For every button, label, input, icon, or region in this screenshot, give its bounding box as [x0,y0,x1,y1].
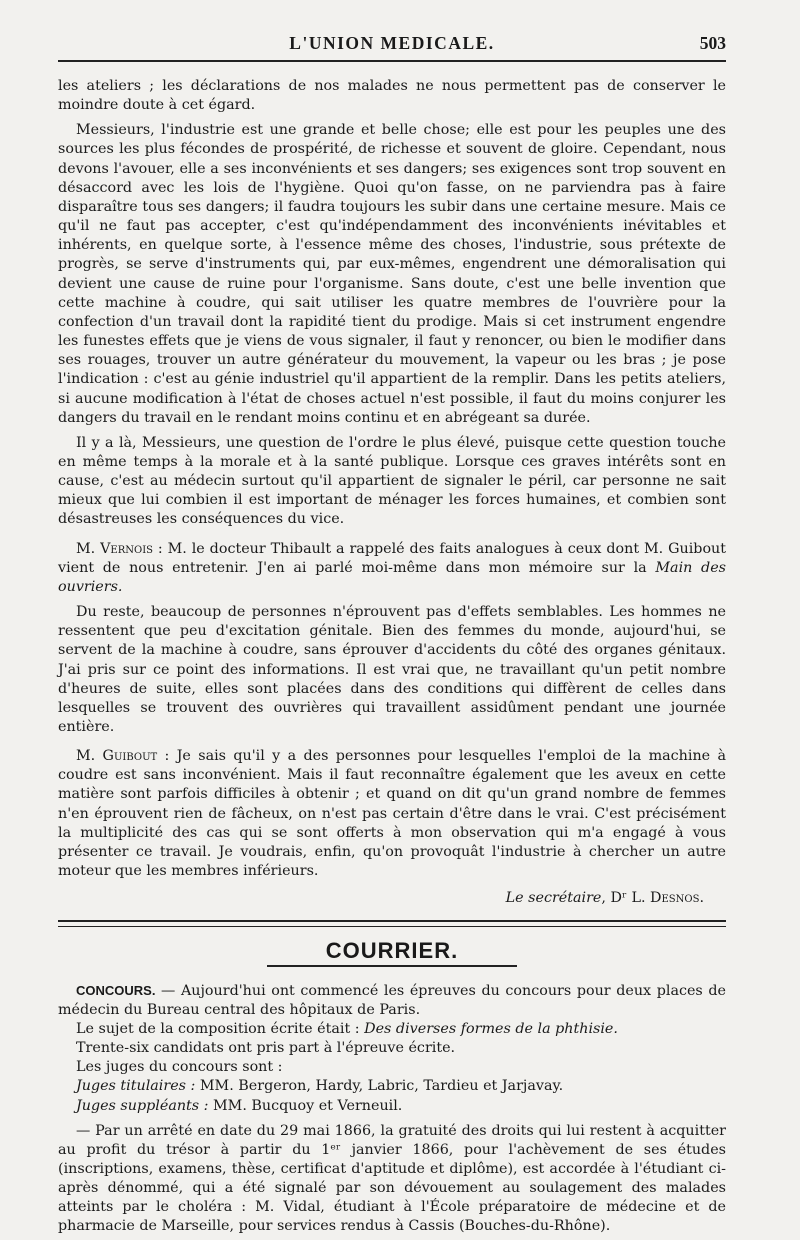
decree-paragraph: — Par un arrêté en date du 29 mai 1866, la gratuité des droits qui lui restent à acquitter au profit du trésor à partir du 1ᵉʳ janvier 1866, pour l'achèvement de ses études (inscriptions, examens, thèse, certificat d'aptitude et diplôme), est accordée à l'étudiant ci-après dénommé, qui a été signalé par son dévouement au soulagement des malades atteints par le choléra : M. Vidal, étudiant à l'École préparatoire de médecine et de pharmacie de Marseille, pour services rendus à Cassis (Bouches-du-Rhône). [58,1122,726,1235]
candidates-line: Trente-six candidats ont pris part à l'épreuve écrite. [76,1040,456,1057]
article-body [58,77,726,908]
vernois-italic: Main des ouvriers. [58,559,727,595]
speaker-guibout: M. Guibout : [76,748,170,765]
substitute-judges: Juges suppléants : MM. Bucquoy et Verneuil. [76,1097,403,1114]
signature: Le secrétaire, Dʳ L. Desnos. [505,890,704,907]
paragraph-guibout [58,747,726,881]
titular-judges: Juges titulaires : MM. Bergeron, Hardy, Labric, Tardieu et Jarjavay. [76,1078,564,1095]
signature-name: Dʳ L. Desnos. [610,890,704,907]
journal-title: L'UNION MEDICALE. [289,33,495,53]
judges-intro: Les juges du concours sont : [76,1059,283,1076]
concours-label: CONCOURS. [76,982,156,998]
heading-rule [267,965,517,967]
speaker-vernois: M. Vernois : [76,540,163,557]
subject-line: Le sujet de la composition écrite était : Des diverses formes de la phthisie. [76,1020,618,1037]
signature-role: Le secrétaire [505,890,602,907]
courrier-section [58,981,726,1237]
page-header [58,30,726,62]
guibout-text: Je sais qu'il y a des personnes pour lesquelles l'emploi de la machine à coudre est sans inconvénient. Mais il faut reconnaître également que les aveux en cette matière sont parfois difficiles à obtenir ; et quand on dit qu'un grand nombre de femmes n'en éprouvent rien de fâcheux, on n'est pas certain d'être dans le vrai. C'est précisément la multiplicité des cas qui se sont offerts à mon observation qui m'a engagé à vous présenter ce travail. Je voudrais, enfin, qu'on provoquât l'industrie à chercher un autre moteur que les membres inférieurs. [58,748,726,880]
section-divider [58,920,726,927]
paragraph-1: les ateliers ; les déclarations de nos malades ne nous permettent pas de conserver le moindre doute à cet égard. [58,78,726,114]
paragraph-3: Il y a là, Messieurs, une question de l'ordre le plus élevé, puisque cette question touche en même temps à la morale et à la santé publique. Lorsque ces graves intérêts sont en cause, c'est au médecin surtout qu'il appartient de signaler le péril, car personne ne sait mieux que lui combien il est important de ménager les forces humaines, et combien sont désastreuses les conséquences du vice. [58,434,726,528]
paragraph-vernois [58,540,726,597]
section-heading: COURRIER. [325,938,459,964]
paragraph-5: Du reste, beaucoup de personnes n'éprouvent pas d'effets semblables. Les hommes ne ressentent que peu d'excitation génitale. Bien des femmes du monde, aujourd'hui, se servent de la machine à coudre, sans éprouver d'accidents du côté des organes génitaux. J'ai pris sur ce point des informations. Il est vrai que, ne travaillant qu'un petit nombre d'heures de suite, elles sont placées dans des conditions qui diffèrent de celles dans lesquelles se trouvent des ouvrières qui travaillent assidûment pendant une journée entière. [58,604,726,735]
paragraph-2: Messieurs, l'industrie est une grande et belle chose; elle est pour les peuples une des sources les plus fécondes de prospérité, de richesse et souvent de gloire. Cependant, nous devons l'avouer, elle a ses inconvénients et ses dangers; ses exigences sont trop souvent en désaccord avec les lois de l'hygiène. Quoi qu'on fasse, on ne parviendra pas à faire disparaître tous ses dangers; il faudra toujours les subir dans une certaine mesure. Mais ce qu'il ne faut pas accepter, c'est qu'indépendamment des inconvénients inévitables et inhérents, en quelque sorte, à l'essence même des choses, l'industrie, sous prétexte de progrès, se serve d'instruments qui, par eux-mêmes, engendrent une démoralisation qui devient une cause de ruine pour l'organisme. Sans doute, c'est une belle invention que cette machine à coudre, qui sait utiliser les quatre membres de l'ouvrière pour la confection d'un travail dont la rapidité tient du prodige. Mais si cet instrument engendre les funestes effets que je viens de vous signaler, il faut y renoncer, ou bien le modifier dans ses rouages, trouver un autre générateur du mouvement, la vapeur ou les bras ; je pose l'indication : c'est au génie industriel qu'il appartient de la remplir. Dans les petits ateliers, si aucune modification à l'état de choses actuel n'est possible, il faut du moins conjurer les dangers du travail en le rendant moins continu et en abrégeant sa durée. [58,122,726,426]
concours-paragraph: CONCOURS. — Aujourd'hui ont commencé les épreuves du concours pour deux places de médecin du Bureau central des hôpitaux de Paris. [58,982,726,1018]
journal-page [58,30,726,1237]
subject-title: Des diverses formes de la phthisie. [364,1020,618,1037]
vernois-text: M. le docteur Thibault a rappelé des faits analogues à ceux dont M. Guibout vient de nous entretenir. J'en ai parlé moi-même dans mon mémoire sur la [58,540,726,576]
page-number: 503 [699,33,726,53]
